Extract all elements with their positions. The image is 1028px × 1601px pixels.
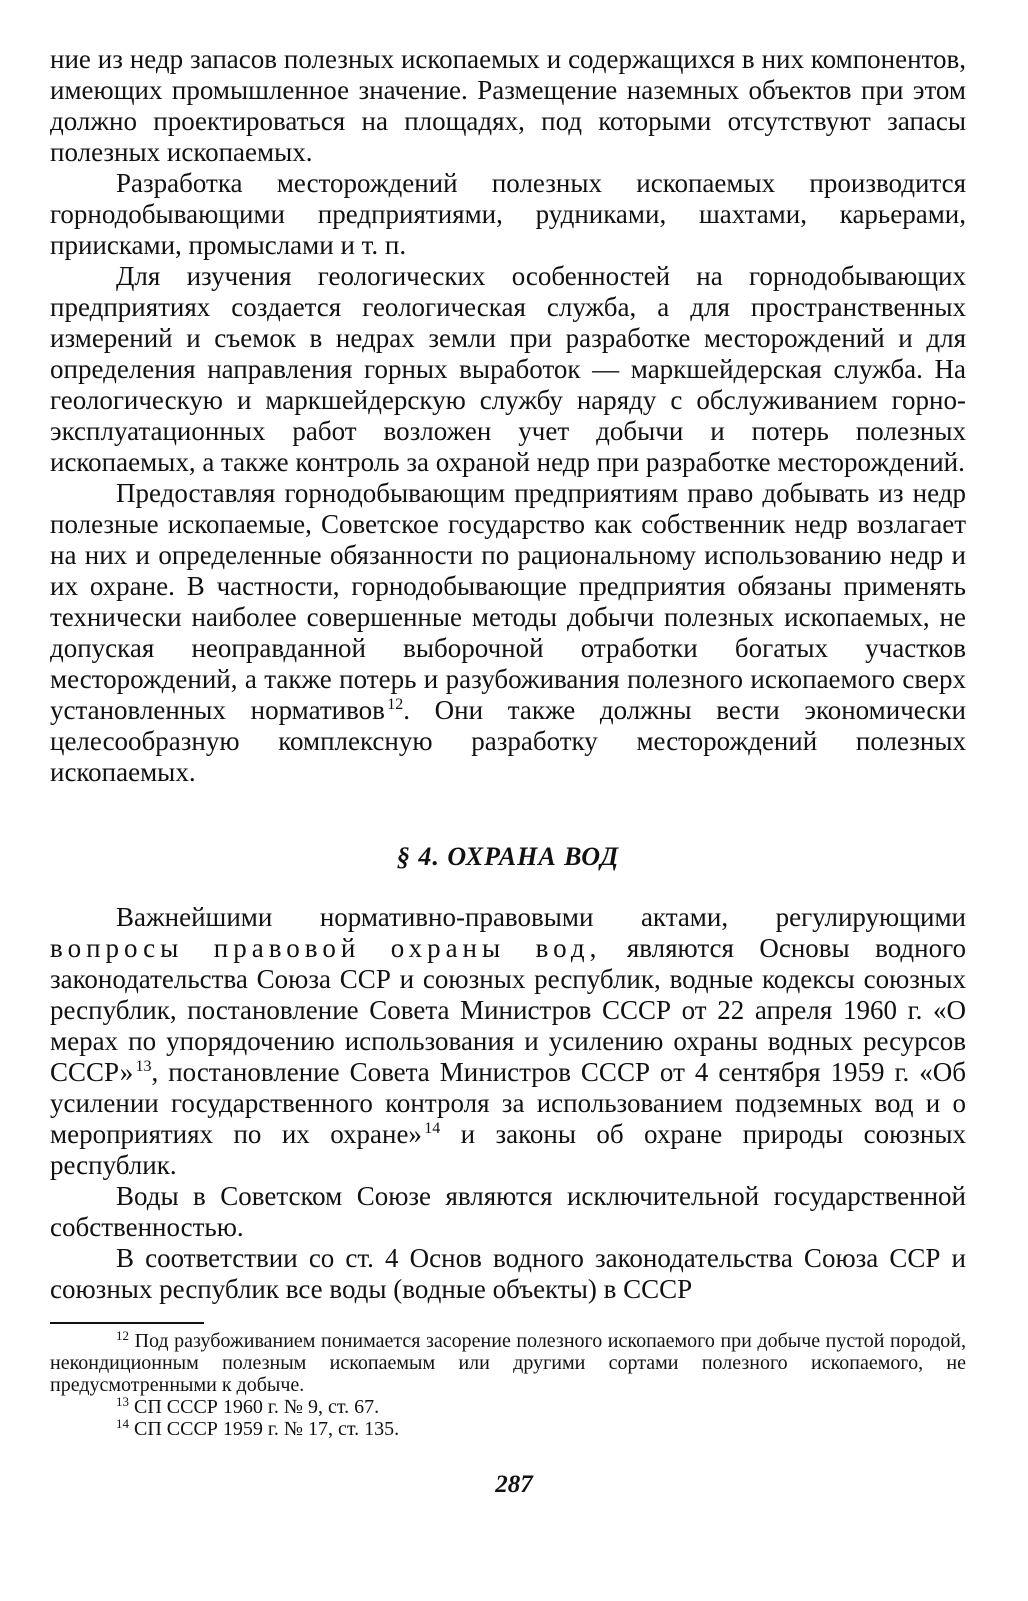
footnote-ref: 13: [135, 1058, 152, 1075]
footnote-ref: 14: [424, 1120, 441, 1137]
footnote-ref: 12: [387, 696, 404, 713]
footnote-divider: [50, 1322, 204, 1324]
footnote-text: СП СССР 1960 г. № 9, ст. 67.: [134, 1396, 380, 1418]
footnote-text: СП СССР 1959 г. № 17, ст. 135.: [134, 1418, 400, 1440]
footnote-number: 12: [116, 1328, 129, 1343]
spaced-emphasis: вопросы правовой охраны вод,: [50, 933, 602, 963]
paragraph-water-legislation: [50, 902, 966, 1181]
footnotes: [50, 1330, 966, 1440]
paragraph-text: и законы об охране природы союзных республик.: [50, 1119, 967, 1180]
paragraph-continuation: ние из недр запасов полезных ископаемых и содержащихся в них компонентов, имеющих промышленное значение. Размещение наземных объектов при этом должно проектироваться на площадях, под которыми отсутствуют запасы полезных ископаемых.: [50, 44, 966, 167]
footnote-item: [50, 1330, 966, 1396]
page-number: 287: [495, 1471, 533, 1498]
paragraph-mining-development: Разработка месторождений полезных ископаемых производится горнодобывающими предприятиями, рудниками, шахтами, карьерами, приисками, промыслами и т. п.: [50, 168, 966, 260]
paragraph-text: Важнейшими нормативно-правовыми актами, регулирующими: [116, 902, 966, 932]
paragraph-state-obligations: [50, 478, 966, 788]
footnote-text: Под разубоживанием понимается засорение полезного ископаемого при добыче пустой породой, некондиционным полезным ископаемым или другими сортами полезного ископаемого, не предусмотренными к добыче.: [50, 1330, 967, 1396]
footnote-item: [50, 1396, 966, 1418]
page-body: [50, 44, 966, 1305]
footnote-item: [50, 1418, 966, 1440]
section-heading: § 4. ОХРАНА ВОД: [396, 842, 620, 871]
paragraph-text: , постановление Совета Министров СССР от 4 сентября 1959 г. «Об усилении государственного контроля за использованием подземных вод и о мероприятиях по их охране»: [50, 1057, 966, 1149]
footnote-number: 14: [116, 1416, 129, 1431]
paragraph-state-ownership: Воды в Советском Союзе являются исключительной государственной собственностью.: [50, 1181, 966, 1242]
paragraph-geological-service: Для изучения геологических особенностей на горнодобывающих предприятиях создается геологическая служба, а для пространственных измерений и съемок в недрах земли при разработке месторождений и для определения направления горных выработок — маркшейдерская служба. На геологическую и маркшейдерскую службу наряду с обслуживанием горно-эксплуатационных работ возложен учет добычи и потерь полезных ископаемых, а также контроль за охраной недр при разработке месторождений.: [50, 261, 966, 477]
paragraph-article-4: В соответствии со ст. 4 Основ водного законодательства Союза ССР и союзных республик все воды (водные объекты) в СССР: [50, 1243, 966, 1304]
paragraph-text: . Они также должны вести экономически целесообразную комплексную разработку месторождений полезных ископаемых.: [50, 695, 966, 787]
footnote-number: 13: [116, 1394, 129, 1409]
paragraph-text: Предоставляя горнодобывающим предприятиям право добывать из недр полезные ископаемые, Советское государство как собственник недр возлагает на них и определенные обязанности по рациональному использованию недр и их охране. В частности, горнодобывающие предприятия обязаны применять технически наиболее совершенные методы добычи полезных ископаемых, не допуская неоправданной выборочной отработки богатых участков месторождений, а также потерь и разубоживания полезного ископаемого сверх установленных нормативов: [50, 478, 966, 725]
paragraph-text: являются Основы водного законодательства Союза ССР и союзных республик, водные кодексы союзных республик, постановление Совета Министров СССР от 22 апреля 1960 г. «О мерах по упорядочению использования и усилению охраны водных ресурсов СССР»: [50, 933, 967, 1087]
